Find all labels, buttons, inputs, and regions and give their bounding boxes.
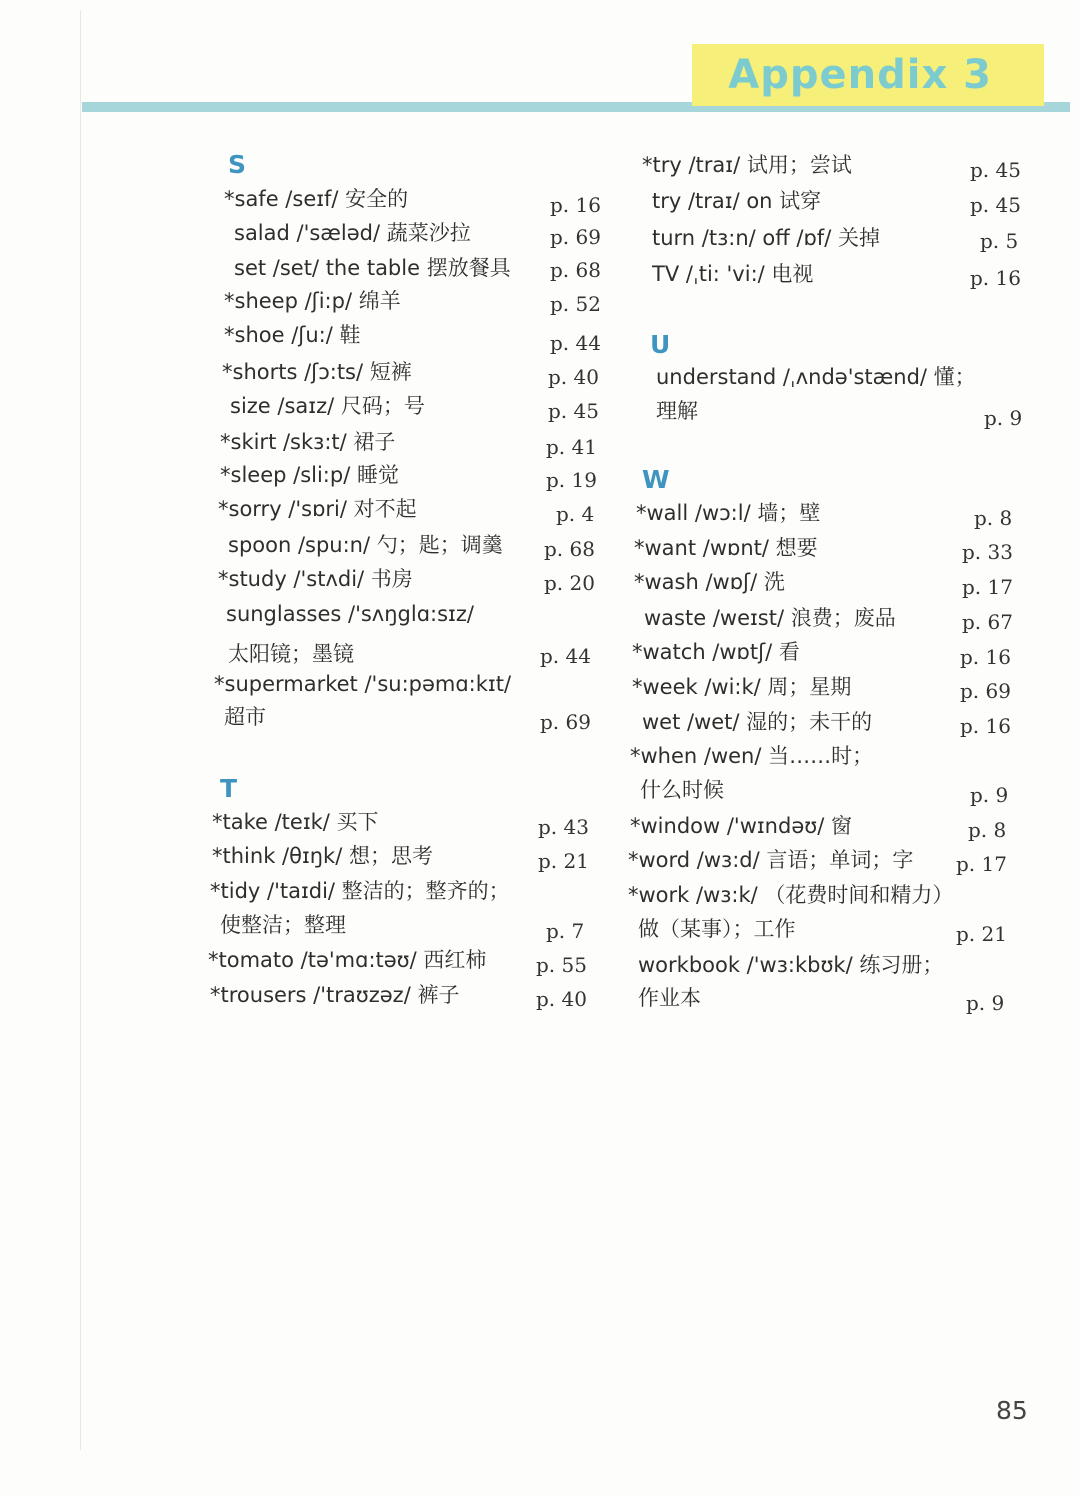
appendix-header — [692, 44, 1044, 106]
entry-set: set /set/ the table 摆放餐具 — [234, 256, 511, 280]
page-ref: p. 44 — [550, 331, 601, 355]
entry-watch: *watch /wɒtʃ/ 看 — [632, 640, 800, 664]
page-ref: p. 21 — [956, 922, 1007, 946]
page-ref: p. 8 — [974, 506, 1013, 530]
section-letter-w: W — [642, 465, 670, 494]
page-ref: p. 17 — [962, 575, 1013, 599]
entry-supermarket-meaning: 超市 — [224, 705, 266, 729]
page-ref: p. 45 — [970, 193, 1021, 217]
page-ref: p. 16 — [970, 266, 1021, 290]
entry-week: *week /wi:k/ 周；星期 — [632, 675, 852, 699]
entry-supermarket: *supermarket /'su:pəmɑ:kɪt/ — [214, 672, 512, 696]
entry-think: *think /θɪŋk/ 想；思考 — [212, 844, 433, 868]
page-ref: p. 69 — [550, 225, 601, 249]
section-letter-u: U — [650, 330, 671, 359]
entry-sunglasses-meaning: 太阳镜；墨镜 — [228, 642, 354, 666]
page-ref: p. 19 — [546, 468, 597, 492]
entry-waste: waste /weɪst/ 浪费；废品 — [644, 606, 896, 630]
entry-safe: *safe /seɪf/ 安全的 — [224, 187, 409, 211]
entry-shoe: *shoe /ʃu:/ 鞋 — [224, 323, 361, 347]
entry-when-meaning: 什么时候 — [640, 778, 724, 802]
entry-understand-meaning: 理解 — [656, 399, 698, 423]
entry-try-on: try /traɪ/ on 试穿 — [652, 189, 822, 213]
page-ref: p. 4 — [556, 502, 595, 526]
page-ref: p. 40 — [548, 365, 599, 389]
page-ref: p. 17 — [956, 852, 1007, 876]
entry-word: *word /wɜ:d/ 言语；单词；字 — [628, 848, 914, 872]
entry-sleep: *sleep /sli:p/ 睡觉 — [220, 463, 399, 487]
entry-size: size /saɪz/ 尺码；号 — [230, 394, 425, 418]
page-ref: p. 5 — [980, 229, 1019, 253]
entry-salad: salad /'sæləd/ 蔬菜沙拉 — [234, 221, 471, 245]
page-ref: p. 68 — [544, 537, 595, 561]
page-ref: p. 20 — [544, 571, 595, 595]
page-ref: p. 8 — [968, 818, 1007, 842]
page-edge — [80, 10, 81, 1450]
entry-work-meaning: 做（某事）；工作 — [638, 917, 796, 941]
page-ref: p. 9 — [966, 991, 1005, 1015]
entry-spoon: spoon /spu:n/ 勺；匙；调羹 — [228, 533, 503, 557]
entry-tidy-meaning: 使整洁；整理 — [220, 913, 346, 937]
entry-wash: *wash /wɒʃ/ 洗 — [634, 570, 785, 594]
page-ref: p. 43 — [538, 815, 589, 839]
page-ref: p. 21 — [538, 849, 589, 873]
page-ref: p. 9 — [984, 406, 1023, 430]
entry-sheep: *sheep /ʃi:p/ 绵羊 — [224, 289, 401, 313]
entry-wet: wet /wet/ 湿的；未干的 — [642, 710, 873, 734]
entry-study: *study /'stʌdi/ 书房 — [218, 567, 413, 591]
entry-trousers: *trousers /'traʊzəz/ 裤子 — [210, 983, 460, 1007]
page-ref: p. 16 — [550, 193, 601, 217]
entry-workbook: workbook /'wɜ:kbʊk/ 练习册； — [638, 953, 944, 977]
entry-tomato: *tomato /tə'mɑ:təʊ/ 西红柿 — [208, 948, 487, 972]
page-ref: p. 45 — [548, 399, 599, 423]
page-ref: p. 16 — [960, 714, 1011, 738]
entry-take: *take /teɪk/ 买下 — [212, 810, 379, 834]
entry-try: *try /traɪ/ 试用；尝试 — [642, 153, 852, 177]
entry-skirt: *skirt /skɜ:t/ 裙子 — [220, 430, 396, 454]
appendix-title: Appendix 3 — [728, 52, 992, 98]
entry-sunglasses: sunglasses /'sʌŋglɑ:sɪz/ — [226, 602, 474, 626]
page-ref: p. 40 — [536, 987, 587, 1011]
page-ref: p. 52 — [550, 292, 601, 316]
page-ref: p. 7 — [546, 919, 585, 943]
page-ref: p. 44 — [540, 644, 591, 668]
page-ref: p. 16 — [960, 645, 1011, 669]
entry-work: *work /wɜ:k/ （花费时间和精力） — [628, 883, 954, 907]
page-ref: p. 55 — [536, 953, 587, 977]
entry-want: *want /wɒnt/ 想要 — [634, 536, 818, 560]
section-letter-t: T — [220, 774, 238, 803]
page-ref: p. 68 — [550, 258, 601, 282]
entry-when: *when /wen/ 当……时； — [630, 744, 874, 768]
entry-understand: understand /ˌʌndə'stænd/ 懂； — [656, 365, 976, 389]
page-ref: p. 69 — [540, 710, 591, 734]
page-ref: p. 69 — [960, 679, 1011, 703]
entry-sorry: *sorry /'sɒri/ 对不起 — [218, 497, 417, 521]
page-ref: p. 67 — [962, 610, 1013, 634]
page-number: 85 — [996, 1396, 1028, 1425]
entry-tidy: *tidy /'taɪdi/ 整洁的；整齐的； — [210, 879, 510, 903]
page-ref: p. 9 — [970, 783, 1009, 807]
entry-workbook-meaning: 作业本 — [638, 986, 701, 1010]
entry-tv: TV /ˌti: 'vi:/ 电视 — [652, 262, 814, 286]
page-ref: p. 41 — [546, 435, 597, 459]
entry-wall: *wall /wɔ:l/ 墙；壁 — [636, 501, 821, 525]
page-ref: p. 45 — [970, 158, 1021, 182]
entry-window: *window /'wɪndəʊ/ 窗 — [630, 814, 852, 838]
entry-turn-off: turn /tɜ:n/ off /ɒf/ 关掉 — [652, 226, 880, 250]
entry-shorts: *shorts /ʃɔ:ts/ 短裤 — [222, 360, 412, 384]
section-letter-s: S — [228, 150, 247, 179]
page-ref: p. 33 — [962, 540, 1013, 564]
